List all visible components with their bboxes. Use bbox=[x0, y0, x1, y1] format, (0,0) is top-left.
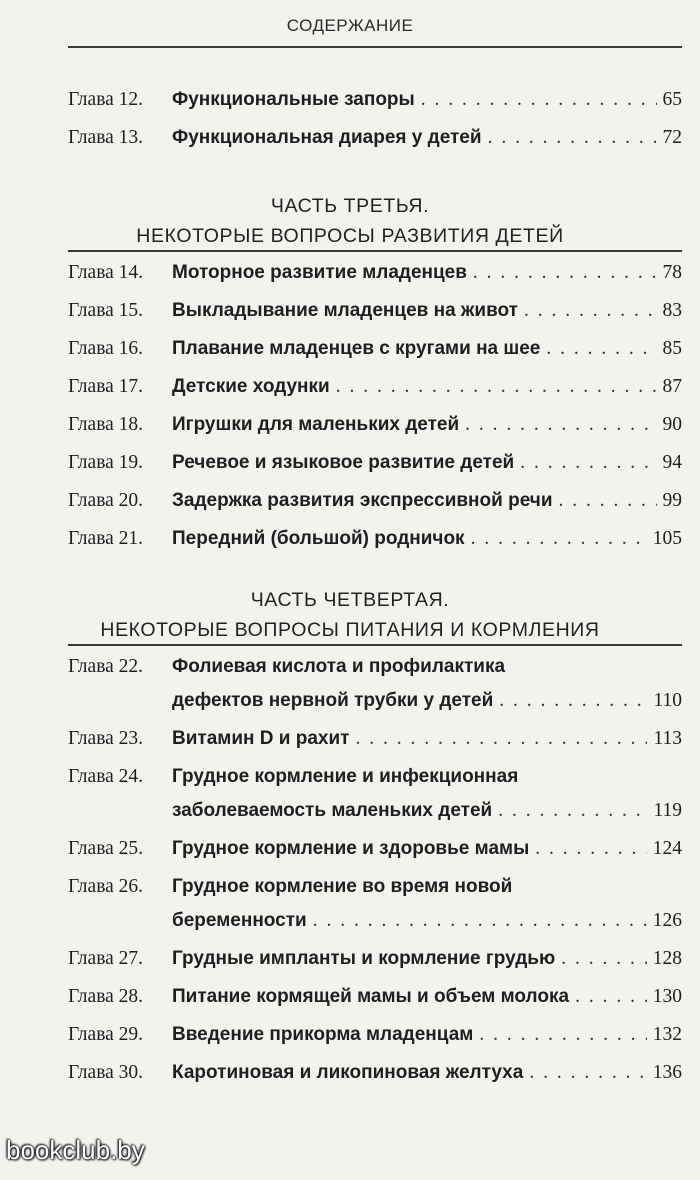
chapter-title: Каротиновая и ликопиновая желтуха bbox=[172, 1062, 524, 1083]
part-heading: ЧАСТЬ ЧЕТВЕРТАЯ. bbox=[250, 589, 450, 611]
toc-entry[interactable] bbox=[68, 332, 682, 366]
toc-entry[interactable] bbox=[68, 484, 682, 518]
page-number: 65 bbox=[662, 89, 682, 110]
chapter-title: Игрушки для маленьких детей bbox=[172, 414, 460, 435]
chapter-number: Глава 24. bbox=[68, 766, 144, 787]
toc-entry[interactable] bbox=[68, 1056, 682, 1090]
chapter-title: Функциональная диарея у детей bbox=[172, 127, 482, 148]
chapter-number: Глава 25. bbox=[68, 838, 144, 859]
part-divider bbox=[68, 250, 682, 252]
chapter-number: Глава 27. bbox=[68, 948, 144, 969]
chapter-number: Глава 29. bbox=[68, 1024, 144, 1045]
page-number: 94 bbox=[662, 452, 682, 473]
dot-leader bbox=[529, 1056, 646, 1090]
chapter-number: Глава 13. bbox=[68, 127, 144, 148]
page-title: СОДЕРЖАНИЕ bbox=[286, 16, 414, 35]
toc-entry[interactable] bbox=[68, 446, 682, 480]
page-number: 83 bbox=[662, 300, 682, 321]
dot-leader bbox=[559, 484, 657, 518]
toc-entry[interactable] bbox=[68, 1018, 682, 1052]
dot-leader bbox=[498, 794, 647, 828]
toc-entry[interactable] bbox=[68, 121, 682, 155]
page-number: 126 bbox=[652, 910, 682, 931]
chapter-title: Детские ходунки bbox=[172, 376, 330, 397]
page-number: 130 bbox=[652, 986, 682, 1007]
chapter-title: Грудное кормление и здоровье мамы bbox=[172, 838, 530, 859]
dot-leader bbox=[336, 370, 657, 404]
dot-leader bbox=[561, 942, 647, 976]
toc-entry[interactable] bbox=[68, 832, 682, 866]
chapter-title: Витамин D и рахит bbox=[172, 728, 350, 749]
page-number: 128 bbox=[652, 948, 682, 969]
dot-leader bbox=[465, 408, 656, 442]
toc-entry[interactable] bbox=[68, 83, 682, 117]
toc-entry[interactable] bbox=[68, 522, 682, 556]
chapter-number: Глава 12. bbox=[68, 89, 144, 110]
chapter-title: Выкладывание младенцев на живот bbox=[172, 300, 518, 321]
chapter-title: Задержка развития экспрессивной речи bbox=[172, 490, 553, 511]
toc-entry[interactable] bbox=[68, 256, 682, 290]
header-divider bbox=[68, 46, 682, 48]
chapter-title: Речевое и языковое развитие детей bbox=[172, 452, 515, 473]
page-number: 119 bbox=[653, 800, 682, 821]
dot-leader bbox=[479, 1018, 646, 1052]
part-subheading: НЕКОТОРЫЕ ВОПРОСЫ РАЗВИТИЯ ДЕТЕЙ bbox=[136, 225, 564, 247]
chapter-number: Глава 17. bbox=[68, 376, 144, 397]
page-number: 110 bbox=[653, 690, 682, 711]
toc-entry[interactable] bbox=[68, 722, 682, 756]
toc-entry[interactable] bbox=[68, 870, 682, 938]
chapter-number: Глава 16. bbox=[68, 338, 144, 359]
dot-leader bbox=[313, 904, 647, 938]
chapter-title: беременности bbox=[172, 910, 307, 931]
chapter-title: Фолиевая кислота и профилактика bbox=[172, 656, 506, 677]
chapter-number: Глава 14. bbox=[68, 262, 144, 283]
page-number: 99 bbox=[662, 490, 682, 511]
page-number: 124 bbox=[652, 838, 682, 859]
chapter-number: Глава 23. bbox=[68, 728, 144, 749]
chapter-number: Глава 15. bbox=[68, 300, 144, 321]
chapter-title: Моторное развитие младенцев bbox=[172, 262, 467, 283]
chapter-number: Глава 20. bbox=[68, 490, 144, 511]
dot-leader bbox=[575, 980, 647, 1014]
chapter-title: Грудное кормление во время новой bbox=[172, 876, 513, 897]
chapter-title: Введение прикорма младенцам bbox=[172, 1024, 474, 1045]
chapter-title: дефектов нервной трубки у детей bbox=[172, 690, 494, 711]
chapter-number: Глава 21. bbox=[68, 528, 144, 549]
toc-entry[interactable] bbox=[68, 760, 682, 828]
part-divider bbox=[68, 644, 682, 646]
dot-leader bbox=[488, 121, 657, 155]
toc-entry[interactable] bbox=[68, 980, 682, 1014]
dot-leader bbox=[421, 83, 657, 117]
page-number: 136 bbox=[652, 1062, 682, 1083]
chapter-number: Глава 19. bbox=[68, 452, 144, 473]
chapter-number: Глава 28. bbox=[68, 986, 144, 1007]
chapter-title: заболеваемость маленьких детей bbox=[172, 800, 493, 821]
toc-entry[interactable] bbox=[68, 650, 682, 718]
page-number: 113 bbox=[653, 728, 682, 749]
chapter-title: Грудное кормление и инфекционная bbox=[172, 766, 519, 787]
dot-leader bbox=[473, 256, 657, 290]
page-number: 132 bbox=[652, 1024, 682, 1045]
dot-leader bbox=[524, 294, 657, 328]
page-number: 85 bbox=[662, 338, 682, 359]
chapter-number: Глава 22. bbox=[68, 656, 144, 677]
dot-leader bbox=[546, 332, 656, 366]
chapter-title: Грудные импланты и кормление грудью bbox=[172, 948, 556, 969]
dot-leader bbox=[520, 446, 656, 480]
chapter-number: Глава 26. bbox=[68, 876, 144, 897]
chapter-title: Питание кормящей мамы и объем молока bbox=[172, 986, 570, 1007]
chapter-number: Глава 30. bbox=[68, 1062, 144, 1083]
page-number: 72 bbox=[662, 127, 682, 148]
toc-entry[interactable] bbox=[68, 370, 682, 404]
page-number: 90 bbox=[662, 414, 682, 435]
watermark: bookclub.by bbox=[6, 1135, 145, 1165]
chapter-title: Функциональные запоры bbox=[172, 89, 415, 110]
page-number: 78 bbox=[662, 262, 682, 283]
chapter-number: Глава 18. bbox=[68, 414, 144, 435]
chapter-title: Передний (большой) родничок bbox=[172, 528, 465, 549]
chapter-title: Плавание младенцев с кругами на шее bbox=[172, 338, 541, 359]
dot-leader bbox=[355, 722, 647, 756]
page-number: 87 bbox=[662, 376, 682, 397]
toc-entry[interactable] bbox=[68, 942, 682, 976]
toc-entry[interactable] bbox=[68, 294, 682, 328]
part-heading: ЧАСТЬ ТРЕТЬЯ. bbox=[270, 195, 430, 217]
part-subheading: НЕКОТОРЫЕ ВОПРОСЫ ПИТАНИЯ И КОРМЛЕНИЯ bbox=[100, 619, 600, 641]
dot-leader bbox=[535, 832, 646, 866]
dot-leader bbox=[471, 522, 647, 556]
dot-leader bbox=[499, 684, 647, 718]
toc-entry[interactable] bbox=[68, 408, 682, 442]
page-number: 105 bbox=[652, 528, 682, 549]
